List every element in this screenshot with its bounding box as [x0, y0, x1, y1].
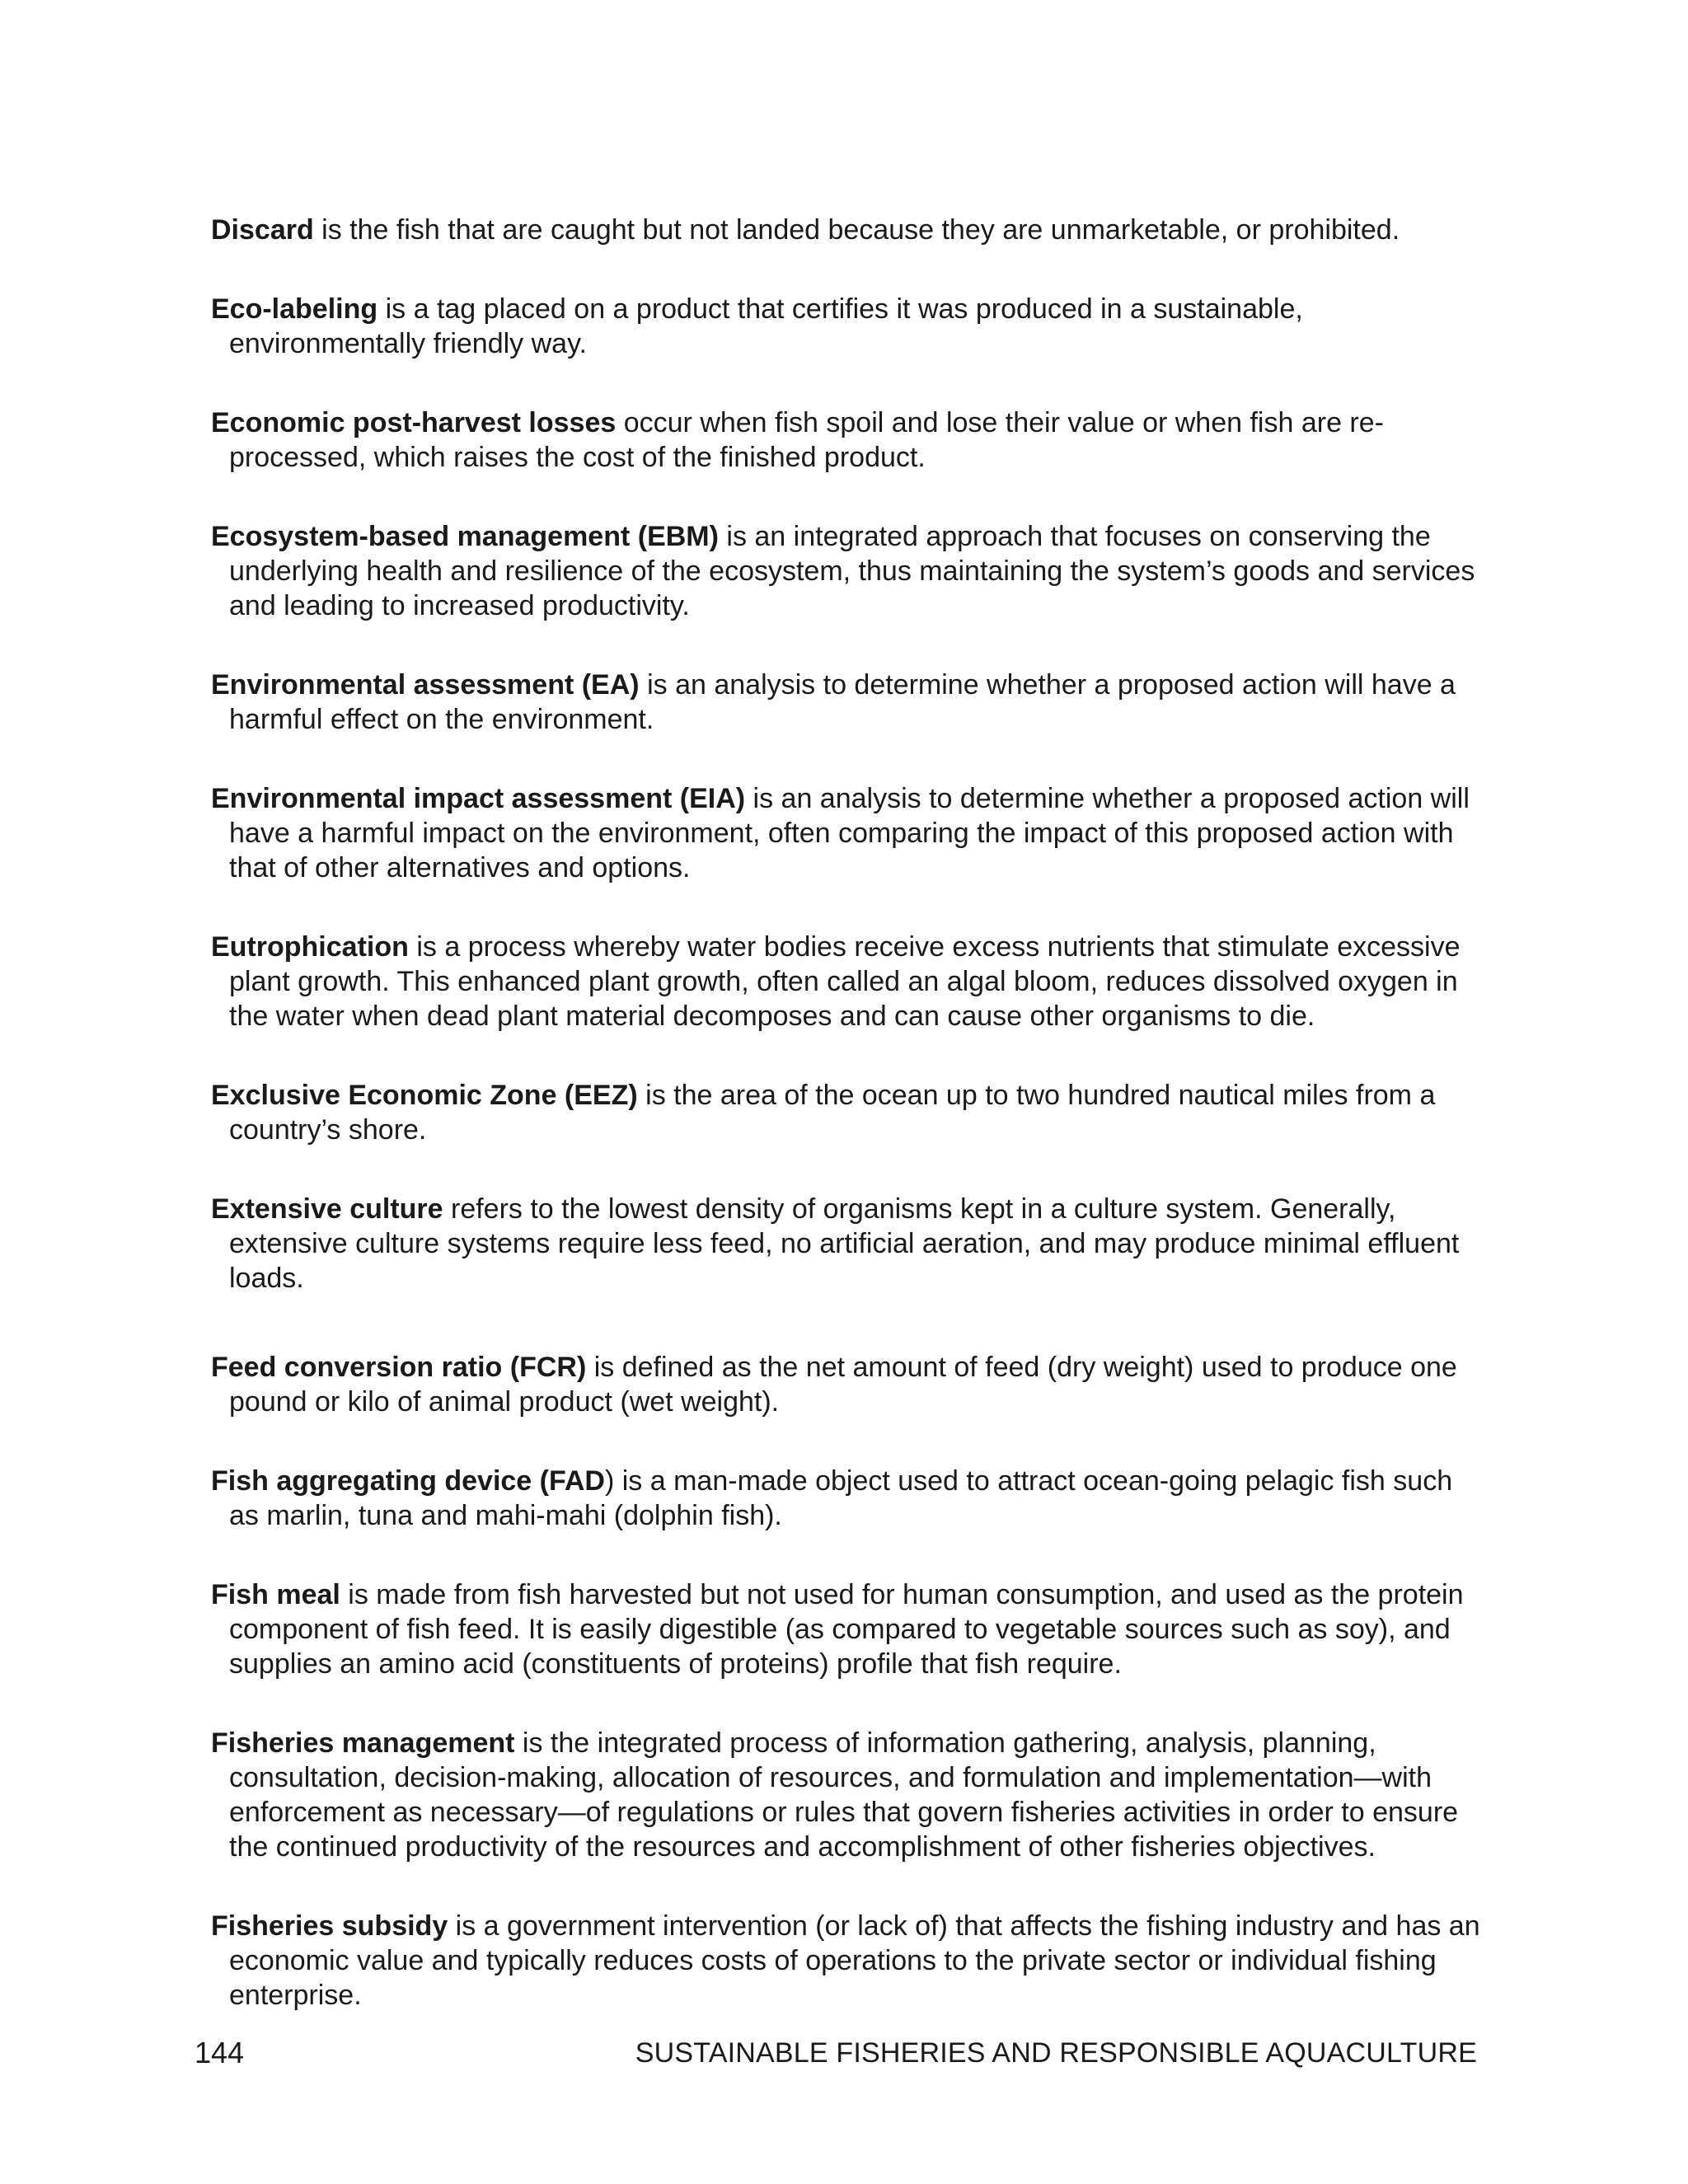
glossary-definition: is an integrated approach that focuses on conserving the underlying health and resilience of the ecosystem, thus maintaining the system’s goods and services and leading to increased productivity.: [229, 521, 1475, 621]
glossary-term: Fish meal: [211, 1579, 340, 1610]
glossary-term: Ecosystem-based management (EBM): [211, 521, 719, 552]
glossary-definition: ) is a man-made object used to attract ocean-going pelagic fish such as marlin, tuna and mahi-mahi (dolphin fish).: [229, 1465, 1453, 1531]
glossary-entry-eutrophication: [211, 930, 1480, 1033]
glossary-definition: is an analysis to determine whether a proposed action will have a harmful impact on the environment, often comparing the impact of this proposed action with that of other alternatives and options.: [229, 783, 1470, 883]
glossary-term: Feed conversion ratio (FCR): [211, 1352, 587, 1383]
glossary-entry-fisheries-management: [211, 1726, 1480, 1864]
glossary-definition: is the area of the ocean up to two hundred nautical miles from a country’s shore.: [229, 1080, 1436, 1146]
glossary-entry-feed-conversion-ratio: [211, 1350, 1480, 1419]
glossary-entry-extensive-culture: [211, 1192, 1480, 1296]
glossary-entry-eco-labeling: [211, 292, 1480, 361]
glossary-term: Economic post-harvest losses: [211, 407, 617, 438]
page-footer: [195, 2032, 1477, 2074]
glossary-entry-fish-meal: [211, 1577, 1480, 1681]
glossary-definition: is the integrated process of information gathering, analysis, planning, consultation, decision-making, allocation of resources, and formulation and implementation—with enforcement as necessary—of regulations or rules that govern fisheries activities in order to ensure the continued productivity of the resources and accomplishment of other fisheries objectives.: [229, 1727, 1459, 1863]
glossary-definition: occur when fish spoil and lose their value or when fish are re-processed, which raises the cost of the finished product.: [229, 407, 1384, 473]
glossary-term: Fisheries subsidy: [211, 1910, 448, 1942]
glossary-entry-ecosystem-based-management: [211, 519, 1480, 623]
glossary-list: [211, 213, 1480, 2013]
glossary-definition: is a process whereby water bodies receive excess nutrients that stimulate excessive plant growth. This enhanced plant growth, often called an algal bloom, reduces dissolved oxygen in the water when dead plant material decomposes and can cause other organisms to die.: [229, 931, 1461, 1032]
glossary-definition: is the fish that are caught but not landed because they are unmarketable, or prohibited.: [313, 214, 1400, 246]
glossary-entry-environmental-assessment: [211, 668, 1480, 737]
glossary-term: Fisheries management: [211, 1727, 515, 1759]
glossary-term: Environmental impact assessment (EIA): [211, 783, 746, 814]
glossary-term: Environmental assessment (EA): [211, 669, 640, 701]
glossary-term: Exclusive Economic Zone (EEZ): [211, 1080, 638, 1111]
glossary-entry-environmental-impact-assessment: [211, 781, 1480, 885]
glossary-definition: is an analysis to determine whether a proposed action will have a harmful effect on the environment.: [229, 669, 1456, 735]
glossary-term: Eutrophication: [211, 931, 409, 963]
page-number: 144: [195, 2036, 245, 2069]
glossary-definition: is made from fish harvested but not used for human consumption, and used as the protein component of fish feed. It is easily digestible (as compared to vegetable sources such as soy), and supplies an amino acid (constituents of proteins) profile that fish require.: [229, 1579, 1464, 1680]
glossary-term: Discard: [211, 214, 314, 246]
glossary-entry-economic-post-harvest-losses: [211, 405, 1480, 475]
glossary-term: Fish aggregating device (FAD: [211, 1465, 605, 1497]
glossary-entry-discard: [211, 213, 1480, 247]
glossary-term: Eco-labeling: [211, 293, 378, 325]
glossary-entry-fisheries-subsidy: [211, 1909, 1480, 2013]
running-title: SUSTAINABLE FISHERIES AND RESPONSIBLE AQUACULTURE: [635, 2037, 1477, 2069]
glossary-entry-exclusive-economic-zone: [211, 1078, 1480, 1147]
glossary-entry-fish-aggregating-device: [211, 1464, 1480, 1533]
glossary-definition: is a government intervention (or lack of) that affects the fishing industry and has an economic value and typically reduces costs of operations to the private sector or individual fishing enterprise.: [229, 1910, 1480, 2011]
glossary-definition: refers to the lowest density of organisms kept in a culture system. Generally, extensive culture systems require less feed, no artificial aeration, and may produce minimal effluent loads.: [229, 1193, 1460, 1294]
glossary-definition: is a tag placed on a product that certifies it was produced in a sustainable, environmentally friendly way.: [229, 293, 1303, 359]
glossary-term: Extensive culture: [211, 1193, 443, 1225]
glossary-definition: is defined as the net amount of feed (dry weight) used to produce one pound or kilo of animal product (wet weight).: [229, 1352, 1457, 1418]
